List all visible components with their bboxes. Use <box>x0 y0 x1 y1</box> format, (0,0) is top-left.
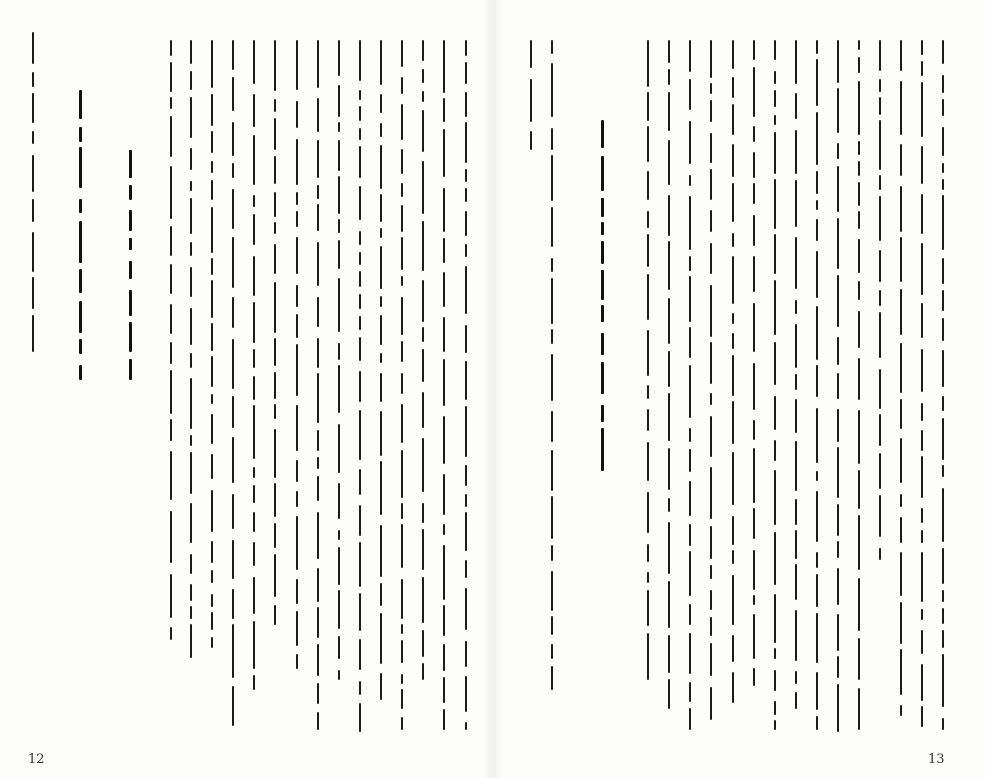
text-line <box>243 40 256 690</box>
text-line <box>637 40 650 680</box>
text-line <box>222 40 235 730</box>
text-line <box>890 40 903 730</box>
text-line <box>848 40 861 730</box>
text-line <box>412 40 425 680</box>
text-line <box>869 40 882 560</box>
text-line <box>911 40 924 740</box>
text-line <box>785 40 798 720</box>
text-line <box>370 40 383 700</box>
heading-line <box>590 120 610 480</box>
text-line <box>722 40 735 710</box>
text-line <box>700 40 713 720</box>
text-line <box>391 40 404 730</box>
left-page-number: 12 <box>28 752 45 767</box>
text-line <box>180 40 193 660</box>
text-line <box>679 40 692 730</box>
text-line <box>433 40 446 740</box>
text-line <box>22 32 35 352</box>
heading-line <box>68 90 88 380</box>
text-line <box>286 40 299 670</box>
text-line <box>541 40 554 690</box>
right-page-number: 13 <box>928 752 945 767</box>
heading-line <box>118 150 138 380</box>
text-line <box>806 40 819 730</box>
text-line <box>201 40 214 650</box>
page-gutter <box>482 0 504 778</box>
text-line <box>743 40 756 700</box>
text-line <box>827 40 840 740</box>
text-line <box>658 40 671 720</box>
text-line <box>264 40 277 640</box>
text-line <box>307 40 320 730</box>
text-line <box>764 40 777 730</box>
text-line <box>160 40 173 640</box>
text-line <box>932 40 945 730</box>
text-line <box>349 40 362 740</box>
text-line <box>520 40 533 150</box>
text-line <box>455 40 468 730</box>
text-line <box>328 40 341 680</box>
